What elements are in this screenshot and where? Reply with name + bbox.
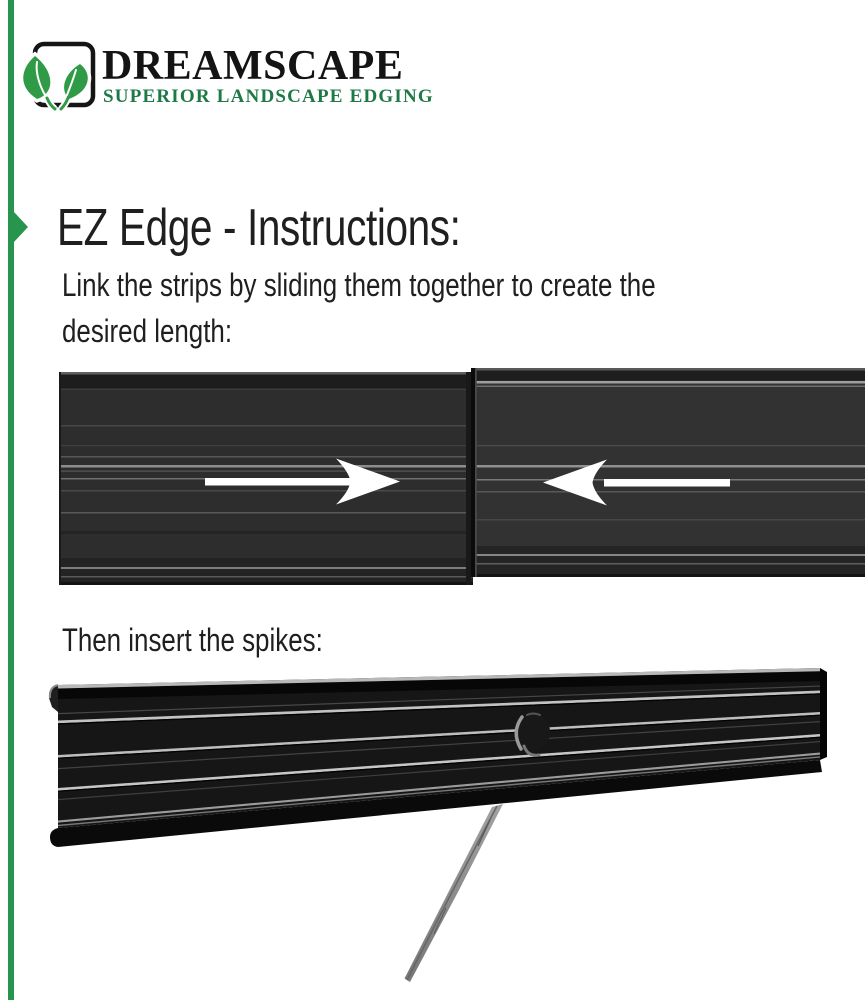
right-strip [473,368,865,577]
step1-text [62,262,656,354]
leaf-logo-icon [16,40,100,112]
step1-line-2: desired length: [62,313,233,349]
strip-with-spike-photo [0,660,865,1000]
right-triangle-icon [14,212,28,242]
strips-sliding-photo [59,368,865,585]
step2-text: Then insert the spikes: [62,622,323,658]
step1-line-1: Link the strips by sliding them together to create the [62,267,656,303]
brand-name: DREAMSCAPE [102,43,404,89]
page-title: EZ Edge - Instructions: [57,199,461,257]
brand-tagline: SUPERIOR LANDSCAPE EDGING [103,86,434,107]
spike-shaft [405,804,504,982]
edging-strip [49,668,827,847]
strip-seam [466,368,477,585]
